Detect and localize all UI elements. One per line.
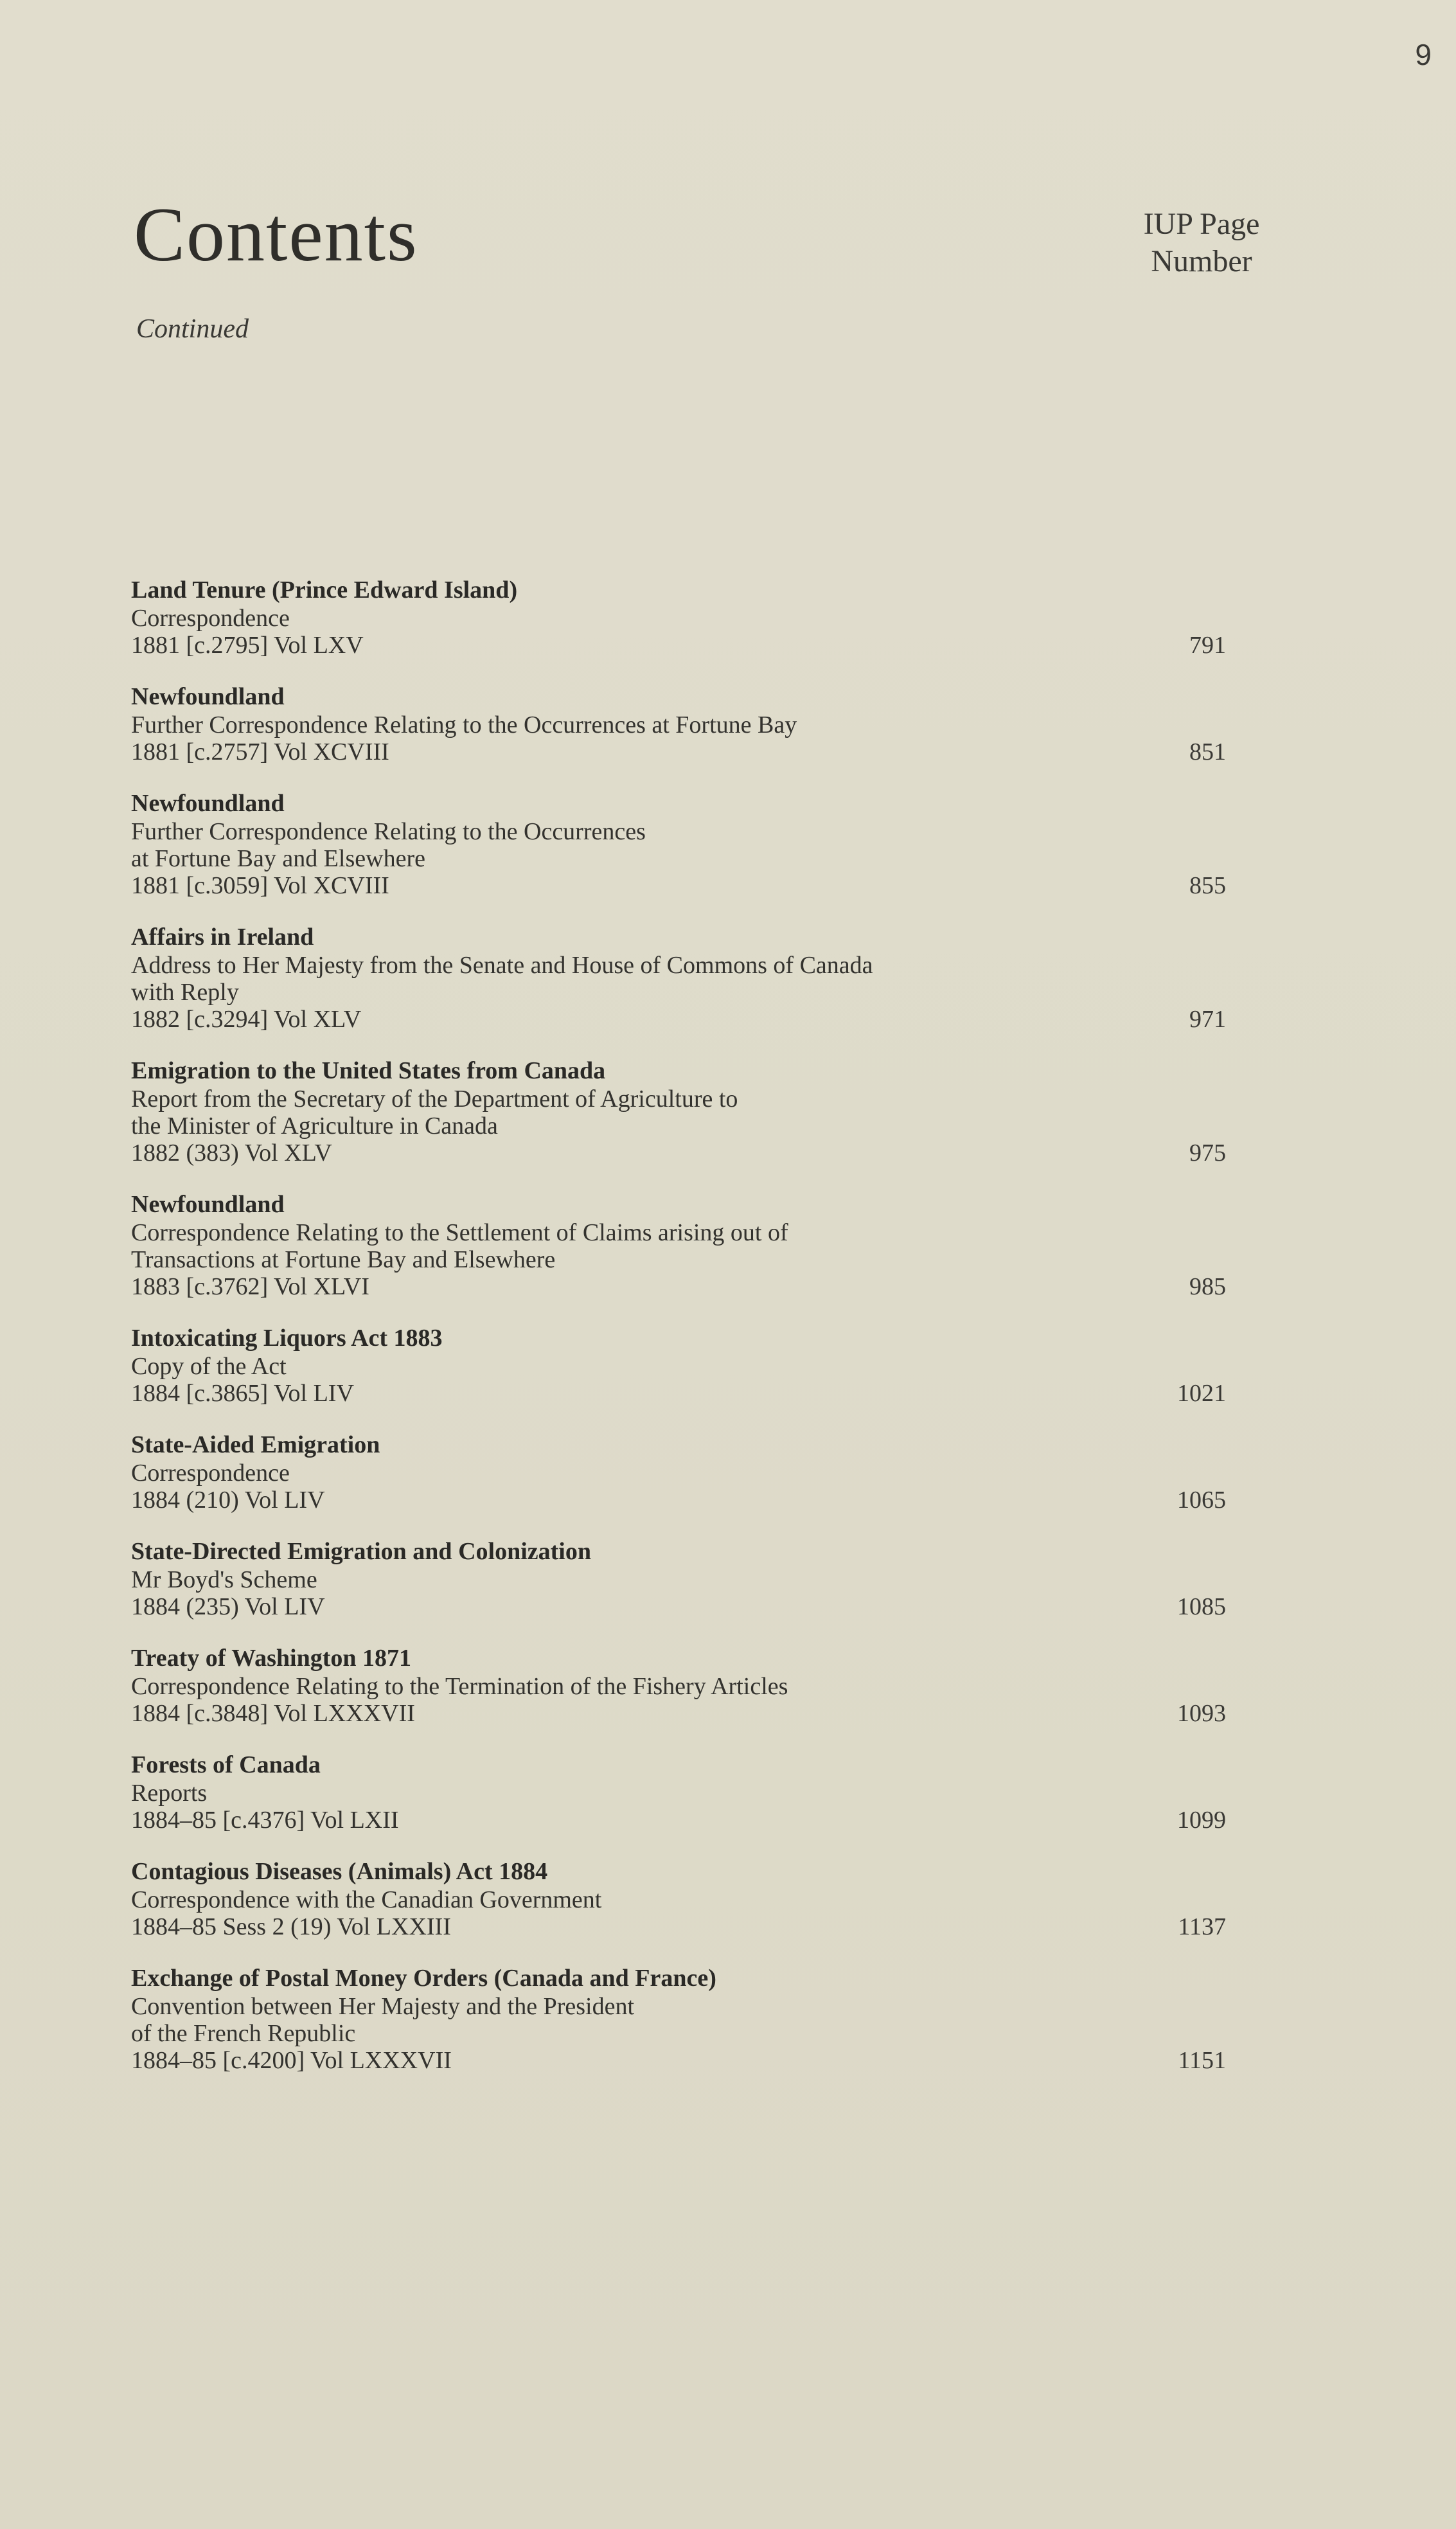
entry-page-number: 1099	[1177, 1807, 1226, 1834]
entry-description-line: Correspondence with the Canadian Government	[131, 1886, 602, 1913]
entry-description-line: Address to Her Majesty from the Senate and House of Commons of Canada	[131, 952, 873, 979]
contents-entry	[131, 922, 1288, 1033]
entry-description-line: 1884–85 Sess 2 (19) Vol LXXIII	[131, 1913, 451, 1940]
entry-title: Exchange of Postal Money Orders (Canada and France)	[131, 1965, 716, 1992]
entry-title: Contagious Diseases (Animals) Act 1884	[131, 1858, 548, 1885]
contents-entry	[131, 1750, 1288, 1834]
entry-description-line: 1884 [c.3865] Vol LIV	[131, 1380, 354, 1407]
contents-entry	[131, 1056, 1288, 1166]
contents-entry	[131, 682, 1288, 765]
column-heading-line-2: Number	[1151, 244, 1252, 278]
entry-description-line: Correspondence Relating to the Settlement of Claims arising out of	[131, 1219, 788, 1246]
contents-entry	[131, 1857, 1288, 1940]
entry-description-line: Convention between Her Majesty and the President	[131, 1993, 635, 2020]
entry-description-line: 1884 (210) Vol LIV	[131, 1487, 325, 1514]
entry-description-line: 1884 [c.3848] Vol LXXXVII	[131, 1700, 415, 1727]
entry-title: State-Aided Emigration	[131, 1431, 380, 1458]
contents-entry	[131, 1537, 1288, 1620]
contents-entry	[131, 789, 1288, 899]
entry-page-number: 1093	[1177, 1700, 1226, 1727]
entry-description-line: Transactions at Fortune Bay and Elsewhere	[131, 1246, 556, 1273]
page-subtitle: Continued	[136, 314, 249, 344]
entry-page-number: 985	[1189, 1273, 1226, 1300]
entry-title: Affairs in Ireland	[131, 924, 314, 951]
entry-description-line: Further Correspondence Relating to the Occurrences	[131, 818, 646, 845]
entry-description-line: Correspondence	[131, 605, 290, 632]
entry-page-number: 975	[1189, 1139, 1226, 1166]
contents-entry	[131, 1963, 1288, 2074]
entry-title: Emigration to the United States from Canada	[131, 1057, 606, 1084]
entry-title: Intoxicating Liquors Act 1883	[131, 1325, 443, 1352]
entry-description-line: of the French Republic	[131, 2020, 356, 2047]
entry-title: Newfoundland	[131, 790, 285, 817]
entry-title: Land Tenure (Prince Edward Island)	[131, 576, 518, 603]
entry-description-line: Mr Boyd's Scheme	[131, 1566, 317, 1593]
column-heading-line-1: IUP Page	[1143, 207, 1260, 241]
entry-page-number: 1151	[1178, 2047, 1226, 2074]
entry-description-line: 1884–85 [c.4200] Vol LXXXVII	[131, 2047, 452, 2074]
entry-page-number: 1021	[1177, 1380, 1226, 1407]
contents-list	[131, 575, 1288, 2097]
entry-description-line: Correspondence Relating to the Termination of the Fishery Articles	[131, 1673, 788, 1700]
entry-title: Forests of Canada	[131, 1751, 321, 1778]
page-number-column-heading	[1105, 206, 1298, 280]
entry-description-line: 1882 [c.3294] Vol XLV	[131, 1006, 362, 1033]
entry-description-line: the Minister of Agriculture in Canada	[131, 1113, 498, 1139]
contents-entry	[131, 575, 1288, 659]
entry-description-line: with Reply	[131, 979, 239, 1006]
entry-page-number: 1085	[1177, 1593, 1226, 1620]
entry-page-number: 1137	[1178, 1913, 1226, 1940]
contents-entry	[131, 1643, 1288, 1727]
entry-title: Treaty of Washington 1871	[131, 1645, 411, 1672]
contents-entry	[131, 1190, 1288, 1300]
entry-description-line: 1881 [c.2757] Vol XCVIII	[131, 738, 389, 765]
entry-description-line: 1881 [c.2795] Vol LXV	[131, 632, 364, 659]
entry-description-line: 1883 [c.3762] Vol XLVI	[131, 1273, 369, 1300]
entry-page-number: 851	[1189, 738, 1226, 765]
entry-description-line: at Fortune Bay and Elsewhere	[131, 845, 425, 872]
entry-description-line: 1882 (383) Vol XLV	[131, 1139, 332, 1166]
entry-title: Newfoundland	[131, 683, 285, 710]
entry-description-line: Report from the Secretary of the Department of Agriculture to	[131, 1086, 738, 1113]
contents-entry	[131, 1430, 1288, 1514]
contents-entry	[131, 1323, 1288, 1407]
page-title: Contents	[134, 192, 418, 277]
entry-title: Newfoundland	[131, 1191, 285, 1218]
entry-description-line: Correspondence	[131, 1460, 290, 1487]
entry-description-line: Copy of the Act	[131, 1353, 287, 1380]
entry-description-line: Further Correspondence Relating to the Occurrences at Fortune Bay	[131, 711, 797, 738]
entry-page-number: 1065	[1177, 1487, 1226, 1514]
entry-description-line: Reports	[131, 1780, 208, 1807]
entry-description-line: 1884 (235) Vol LIV	[131, 1593, 325, 1620]
entry-page-number: 855	[1189, 872, 1226, 899]
entry-description-line: 1884–85 [c.4376] Vol LXII	[131, 1807, 399, 1834]
page-number: 9	[1415, 38, 1432, 71]
entry-description-line: 1881 [c.3059] Vol XCVIII	[131, 872, 389, 899]
entry-page-number: 791	[1189, 632, 1226, 659]
entry-page-number: 971	[1189, 1006, 1226, 1033]
entry-title: State-Directed Emigration and Colonization	[131, 1538, 591, 1565]
